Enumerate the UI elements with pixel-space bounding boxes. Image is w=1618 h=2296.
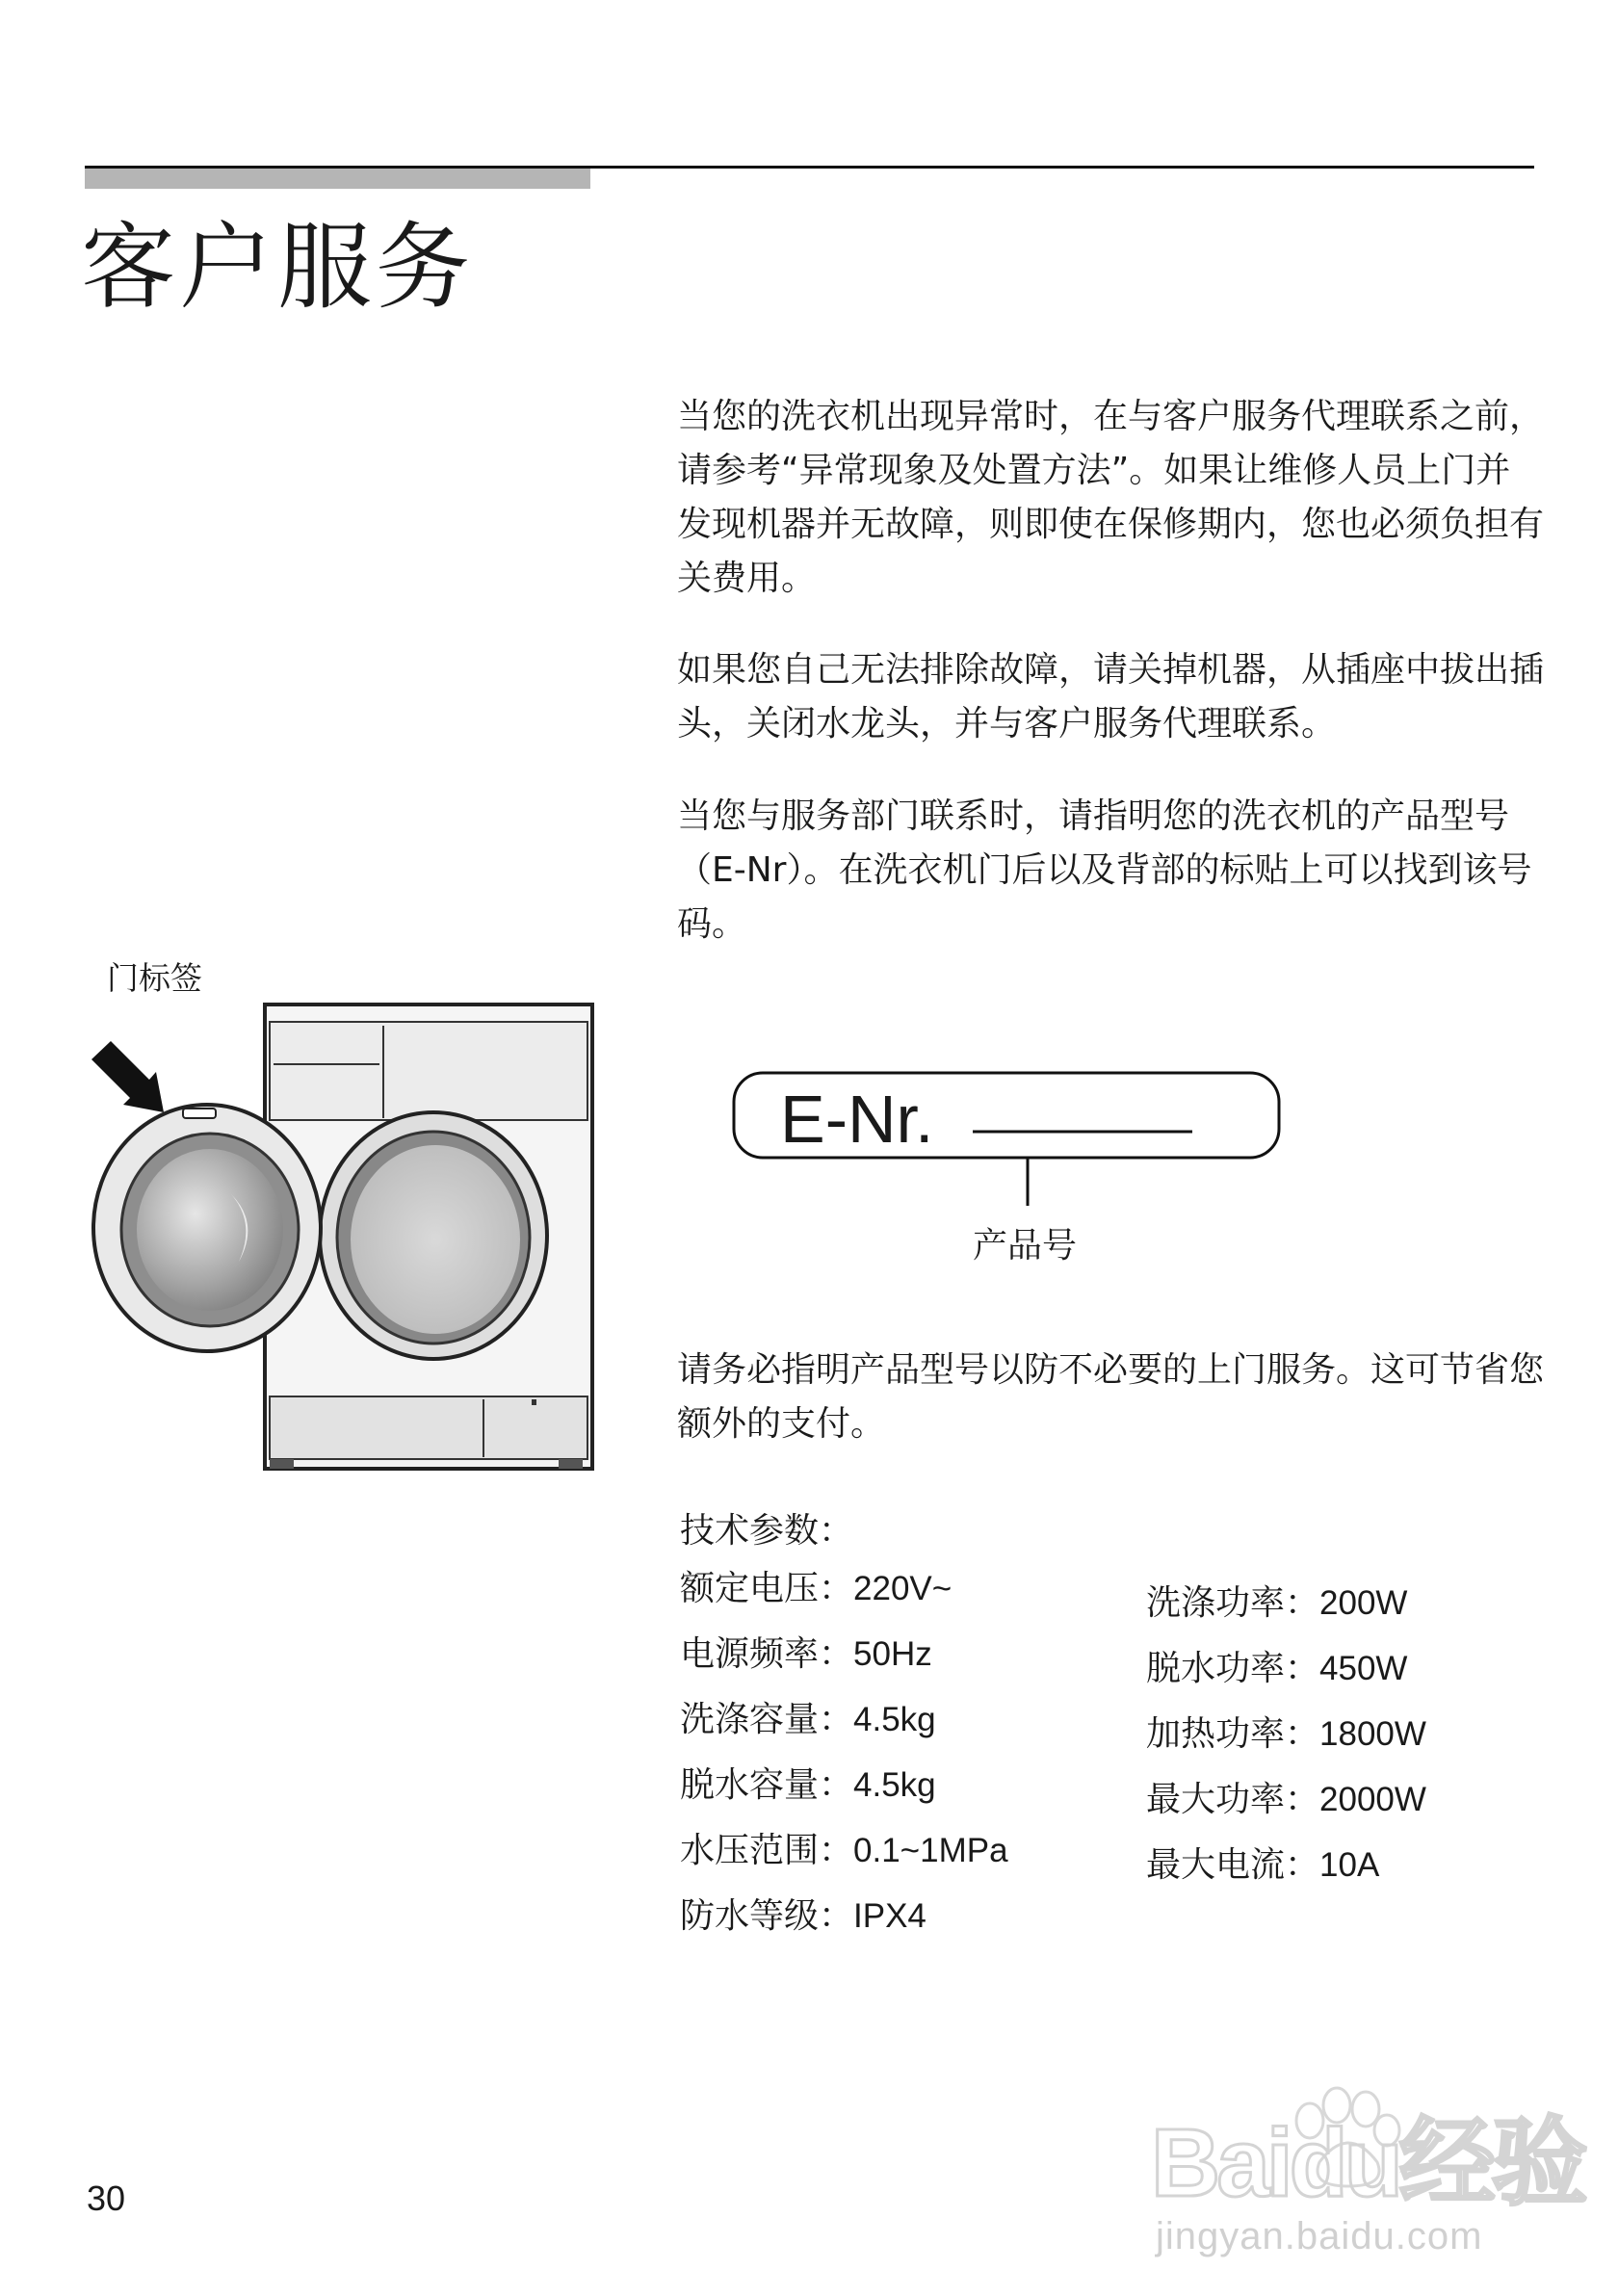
spec-value: 1800W	[1319, 1715, 1426, 1753]
spec-label: 电源频率：	[680, 1634, 854, 1674]
spec-value: 220V~	[853, 1570, 953, 1607]
spec-row	[680, 1827, 1008, 1892]
enr-label-text: E-Nr.	[780, 1082, 934, 1157]
spec-value: 2000W	[1319, 1781, 1426, 1818]
paragraph-troubleshoot: 如果您自己无法排除故障，请关掉机器，从插座中拔出插头，关闭水龙头，并与客户服务代理联系。	[677, 650, 1545, 744]
spec-value: 50Hz	[853, 1635, 932, 1673]
spec-value: 10A	[1319, 1846, 1380, 1884]
spec-row	[680, 1696, 1008, 1761]
spec-value: 4.5kg	[853, 1766, 936, 1804]
page-number: 30	[87, 2179, 126, 2218]
paragraph-model-number: 当您与服务部门联系时，请指明您的洗衣机的产品型号（E-Nr）。在洗衣机门后以及背部的标贴上可以找到该号码。	[677, 796, 1532, 944]
spec-row	[1146, 1776, 1426, 1841]
spec-label: 洗涤容量：	[680, 1700, 854, 1739]
page-title: 客户服务	[81, 213, 475, 323]
specs-list-right	[1146, 1579, 1426, 1907]
spec-row	[680, 1631, 1008, 1696]
header-rule-black	[85, 166, 1534, 169]
header-rule-gray	[85, 168, 590, 189]
spec-value: 0.1~1MPa	[853, 1832, 1008, 1869]
spec-row	[680, 1892, 1008, 1958]
door-label-caption: 门标签	[107, 959, 202, 997]
paragraph-intro: 当您的洗衣机出现异常时，在与客户服务代理联系之前，请参考“异常现象及处置方法”。如果让维修人员上门并发现机器并无故障，则即使在保修期内，您也必须负担有关费用。	[677, 397, 1545, 598]
specs-list-left	[680, 1565, 1008, 1958]
spec-label: 额定电压：	[680, 1569, 854, 1608]
spec-label: 防水等级：	[680, 1896, 854, 1936]
product-number-caption: 产品号	[973, 1226, 1078, 1265]
spec-label: 洗涤功率：	[1146, 1583, 1320, 1623]
spec-label: 脱水容量：	[680, 1765, 854, 1805]
spec-row	[1146, 1645, 1426, 1710]
spec-row	[1146, 1579, 1426, 1645]
watermark-url: jingyan.baidu.com	[1156, 2215, 1483, 2257]
spec-row	[1146, 1841, 1426, 1907]
spec-value: IPX4	[853, 1897, 926, 1935]
spec-label: 水压范围：	[680, 1831, 854, 1870]
spec-label: 最大电流：	[1146, 1845, 1320, 1885]
spec-label: 最大功率：	[1146, 1780, 1320, 1819]
spec-value: 200W	[1319, 1584, 1408, 1622]
paragraph-reminder: 请务必指明产品型号以防不必要的上门服务。这可节省您额外的支付。	[677, 1350, 1545, 1444]
spec-value: 4.5kg	[853, 1701, 936, 1738]
spec-label: 加热功率：	[1146, 1714, 1320, 1754]
spec-value: 450W	[1319, 1650, 1408, 1687]
specs-heading: 技术参数：	[680, 1511, 854, 1551]
spec-row	[680, 1565, 1008, 1631]
spec-label: 脱水功率：	[1146, 1649, 1320, 1688]
washing-machine-illustration	[87, 997, 602, 1478]
spec-row	[680, 1761, 1008, 1827]
watermark-brand: Baidu经验	[1151, 2109, 1584, 2217]
spec-row	[1146, 1710, 1426, 1776]
